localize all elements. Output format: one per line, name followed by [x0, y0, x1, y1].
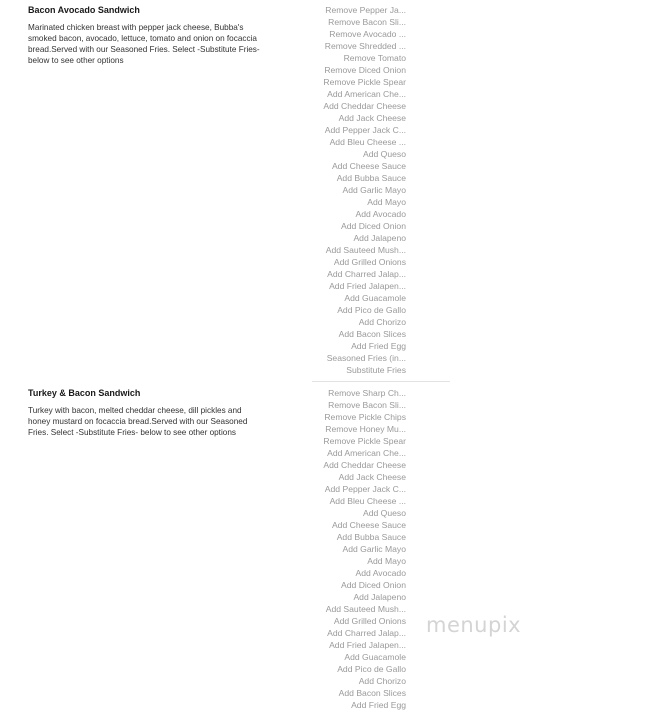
- options-list: [312, 387, 406, 711]
- option-link[interactable]: Add Guacamole: [344, 293, 406, 303]
- option-link[interactable]: Remove Tomato: [343, 53, 406, 63]
- option-link[interactable]: Remove Shredded ...: [324, 41, 406, 51]
- option-link[interactable]: Remove Honey Mu...: [325, 424, 406, 434]
- option-link[interactable]: Add Grilled Onions: [333, 257, 406, 267]
- option-link[interactable]: Add Pico de Gallo: [337, 664, 406, 674]
- option-link[interactable]: Add Cheddar Cheese: [323, 460, 406, 470]
- option-link[interactable]: Add Grilled Onions: [333, 616, 406, 626]
- option-link[interactable]: Add Cheddar Cheese: [323, 101, 406, 111]
- option-link[interactable]: Add Diced Onion: [341, 580, 406, 590]
- menupix-watermark: menupix: [426, 613, 522, 637]
- option-link[interactable]: Remove Pickle Spear: [323, 436, 406, 446]
- option-link[interactable]: Add Pepper Jack C...: [324, 125, 406, 135]
- option-link[interactable]: Add Avocado: [355, 209, 406, 219]
- option-link[interactable]: Add Jalapeno: [353, 592, 406, 602]
- option-link[interactable]: Remove Bacon Sli...: [328, 400, 406, 410]
- option-link[interactable]: Add Fried Egg: [351, 341, 406, 351]
- option-link[interactable]: Add Bleu Cheese ...: [329, 137, 406, 147]
- option-link[interactable]: Add Avocado: [355, 568, 406, 578]
- option-link[interactable]: Add Bubba Sauce: [336, 532, 406, 542]
- option-link[interactable]: Remove Pepper Ja...: [325, 5, 406, 15]
- option-link[interactable]: Add Pepper Jack C...: [324, 484, 406, 494]
- option-link[interactable]: Add Guacamole: [344, 652, 406, 662]
- option-link[interactable]: Add Mayo: [367, 197, 406, 207]
- item-divider: [312, 381, 450, 382]
- option-link[interactable]: Substitute Fries: [346, 365, 406, 375]
- option-link[interactable]: Remove Pickle Spear: [323, 77, 406, 87]
- item-description: Turkey with bacon, melted cheddar cheese, dill pickles and honey mustard on focaccia bread.Served with our Seasoned Fries. Select -Substitute Fries- below to see other options: [28, 406, 248, 437]
- option-link[interactable]: Add Garlic Mayo: [342, 185, 406, 195]
- option-link[interactable]: Add Cheese Sauce: [331, 520, 406, 530]
- option-link[interactable]: Add Fried Jalapen...: [329, 640, 406, 650]
- option-link[interactable]: Add Pico de Gallo: [337, 305, 406, 315]
- option-link[interactable]: Add Jalapeno: [353, 233, 406, 243]
- option-link[interactable]: Seasoned Fries (in...: [326, 353, 406, 363]
- option-link[interactable]: Add Mayo: [367, 556, 406, 566]
- options-list: [312, 4, 406, 376]
- option-link[interactable]: Add Charred Jalap...: [327, 628, 406, 638]
- option-link[interactable]: Add Charred Jalap...: [327, 269, 406, 279]
- option-link[interactable]: Add Sauteed Mush...: [325, 604, 406, 614]
- item-info: [28, 4, 263, 66]
- option-link[interactable]: Add Garlic Mayo: [342, 544, 406, 554]
- option-link[interactable]: Add American Che...: [327, 89, 406, 99]
- item-info: [28, 387, 263, 438]
- option-link[interactable]: Add Chorizo: [358, 676, 406, 686]
- option-link[interactable]: Add Bacon Slices: [338, 688, 406, 698]
- option-link[interactable]: Add Cheese Sauce: [331, 161, 406, 171]
- option-link[interactable]: Add Bubba Sauce: [336, 173, 406, 183]
- item-description: Marinated chicken breast with pepper jack cheese, Bubba's smoked bacon, avocado, lettuce, tomato and onion on focaccia bread.Served with our Seasoned Fries. Select -Substitute Fries- below to see other options: [28, 23, 260, 65]
- option-link[interactable]: Add Sauteed Mush...: [325, 245, 406, 255]
- item-title: Turkey & Bacon Sandwich: [28, 388, 141, 398]
- option-link[interactable]: Remove Pickle Chips: [324, 412, 406, 422]
- option-link[interactable]: Remove Diced Onion: [324, 65, 406, 75]
- option-link[interactable]: Add Jack Cheese: [338, 113, 406, 123]
- option-link[interactable]: Add American Che...: [327, 448, 406, 458]
- option-link[interactable]: Add Chorizo: [358, 317, 406, 327]
- option-link[interactable]: Remove Sharp Ch...: [328, 388, 406, 398]
- option-link[interactable]: Add Fried Jalapen...: [329, 281, 406, 291]
- option-link[interactable]: Add Queso: [363, 149, 406, 159]
- option-link[interactable]: Add Fried Egg: [351, 700, 406, 710]
- option-link[interactable]: Add Queso: [363, 508, 406, 518]
- item-title: Bacon Avocado Sandwich: [28, 5, 140, 15]
- option-link[interactable]: Add Diced Onion: [341, 221, 406, 231]
- option-link[interactable]: Add Jack Cheese: [338, 472, 406, 482]
- option-link[interactable]: Remove Bacon Sli...: [328, 17, 406, 27]
- option-link[interactable]: Remove Avocado ...: [329, 29, 406, 39]
- option-link[interactable]: Add Bacon Slices: [338, 329, 406, 339]
- option-link[interactable]: Add Bleu Cheese ...: [329, 496, 406, 506]
